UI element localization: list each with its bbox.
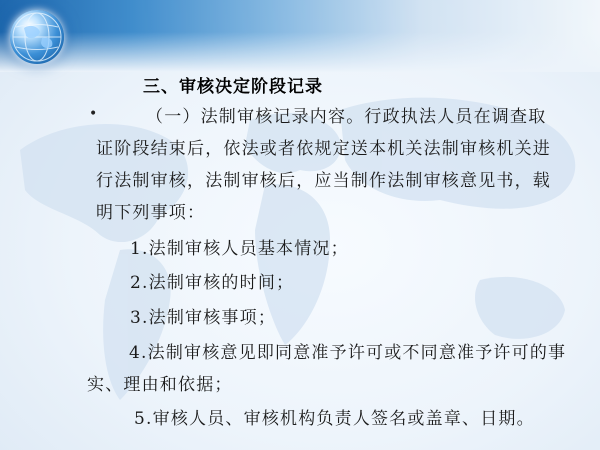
section-heading: 三、审核决定阶段记录	[143, 77, 323, 97]
list-item: 5.审核人员、审核机构负责人签名或盖章、日期。	[134, 409, 535, 429]
list-item: 3.法制审核事项；	[130, 308, 277, 328]
intro-paragraph: （一）法制审核记录内容。行政执法人员在调查取证阶段结束后，依法或者依规定送本机关法制审核机关进行法制审核，法制审核后，应当制作法制审核意见书，载明下列事项：	[96, 107, 551, 223]
list-item: 4.法制审核意见即同意准予许可或不同意准予许可的事实、理由和依据；	[87, 343, 567, 395]
list-item: 2.法制审核的时间；	[130, 273, 295, 293]
globe-icon	[10, 10, 64, 64]
list-item: 1.法制审核人员基本情况；	[130, 239, 349, 259]
bullet-marker: •	[89, 106, 98, 122]
